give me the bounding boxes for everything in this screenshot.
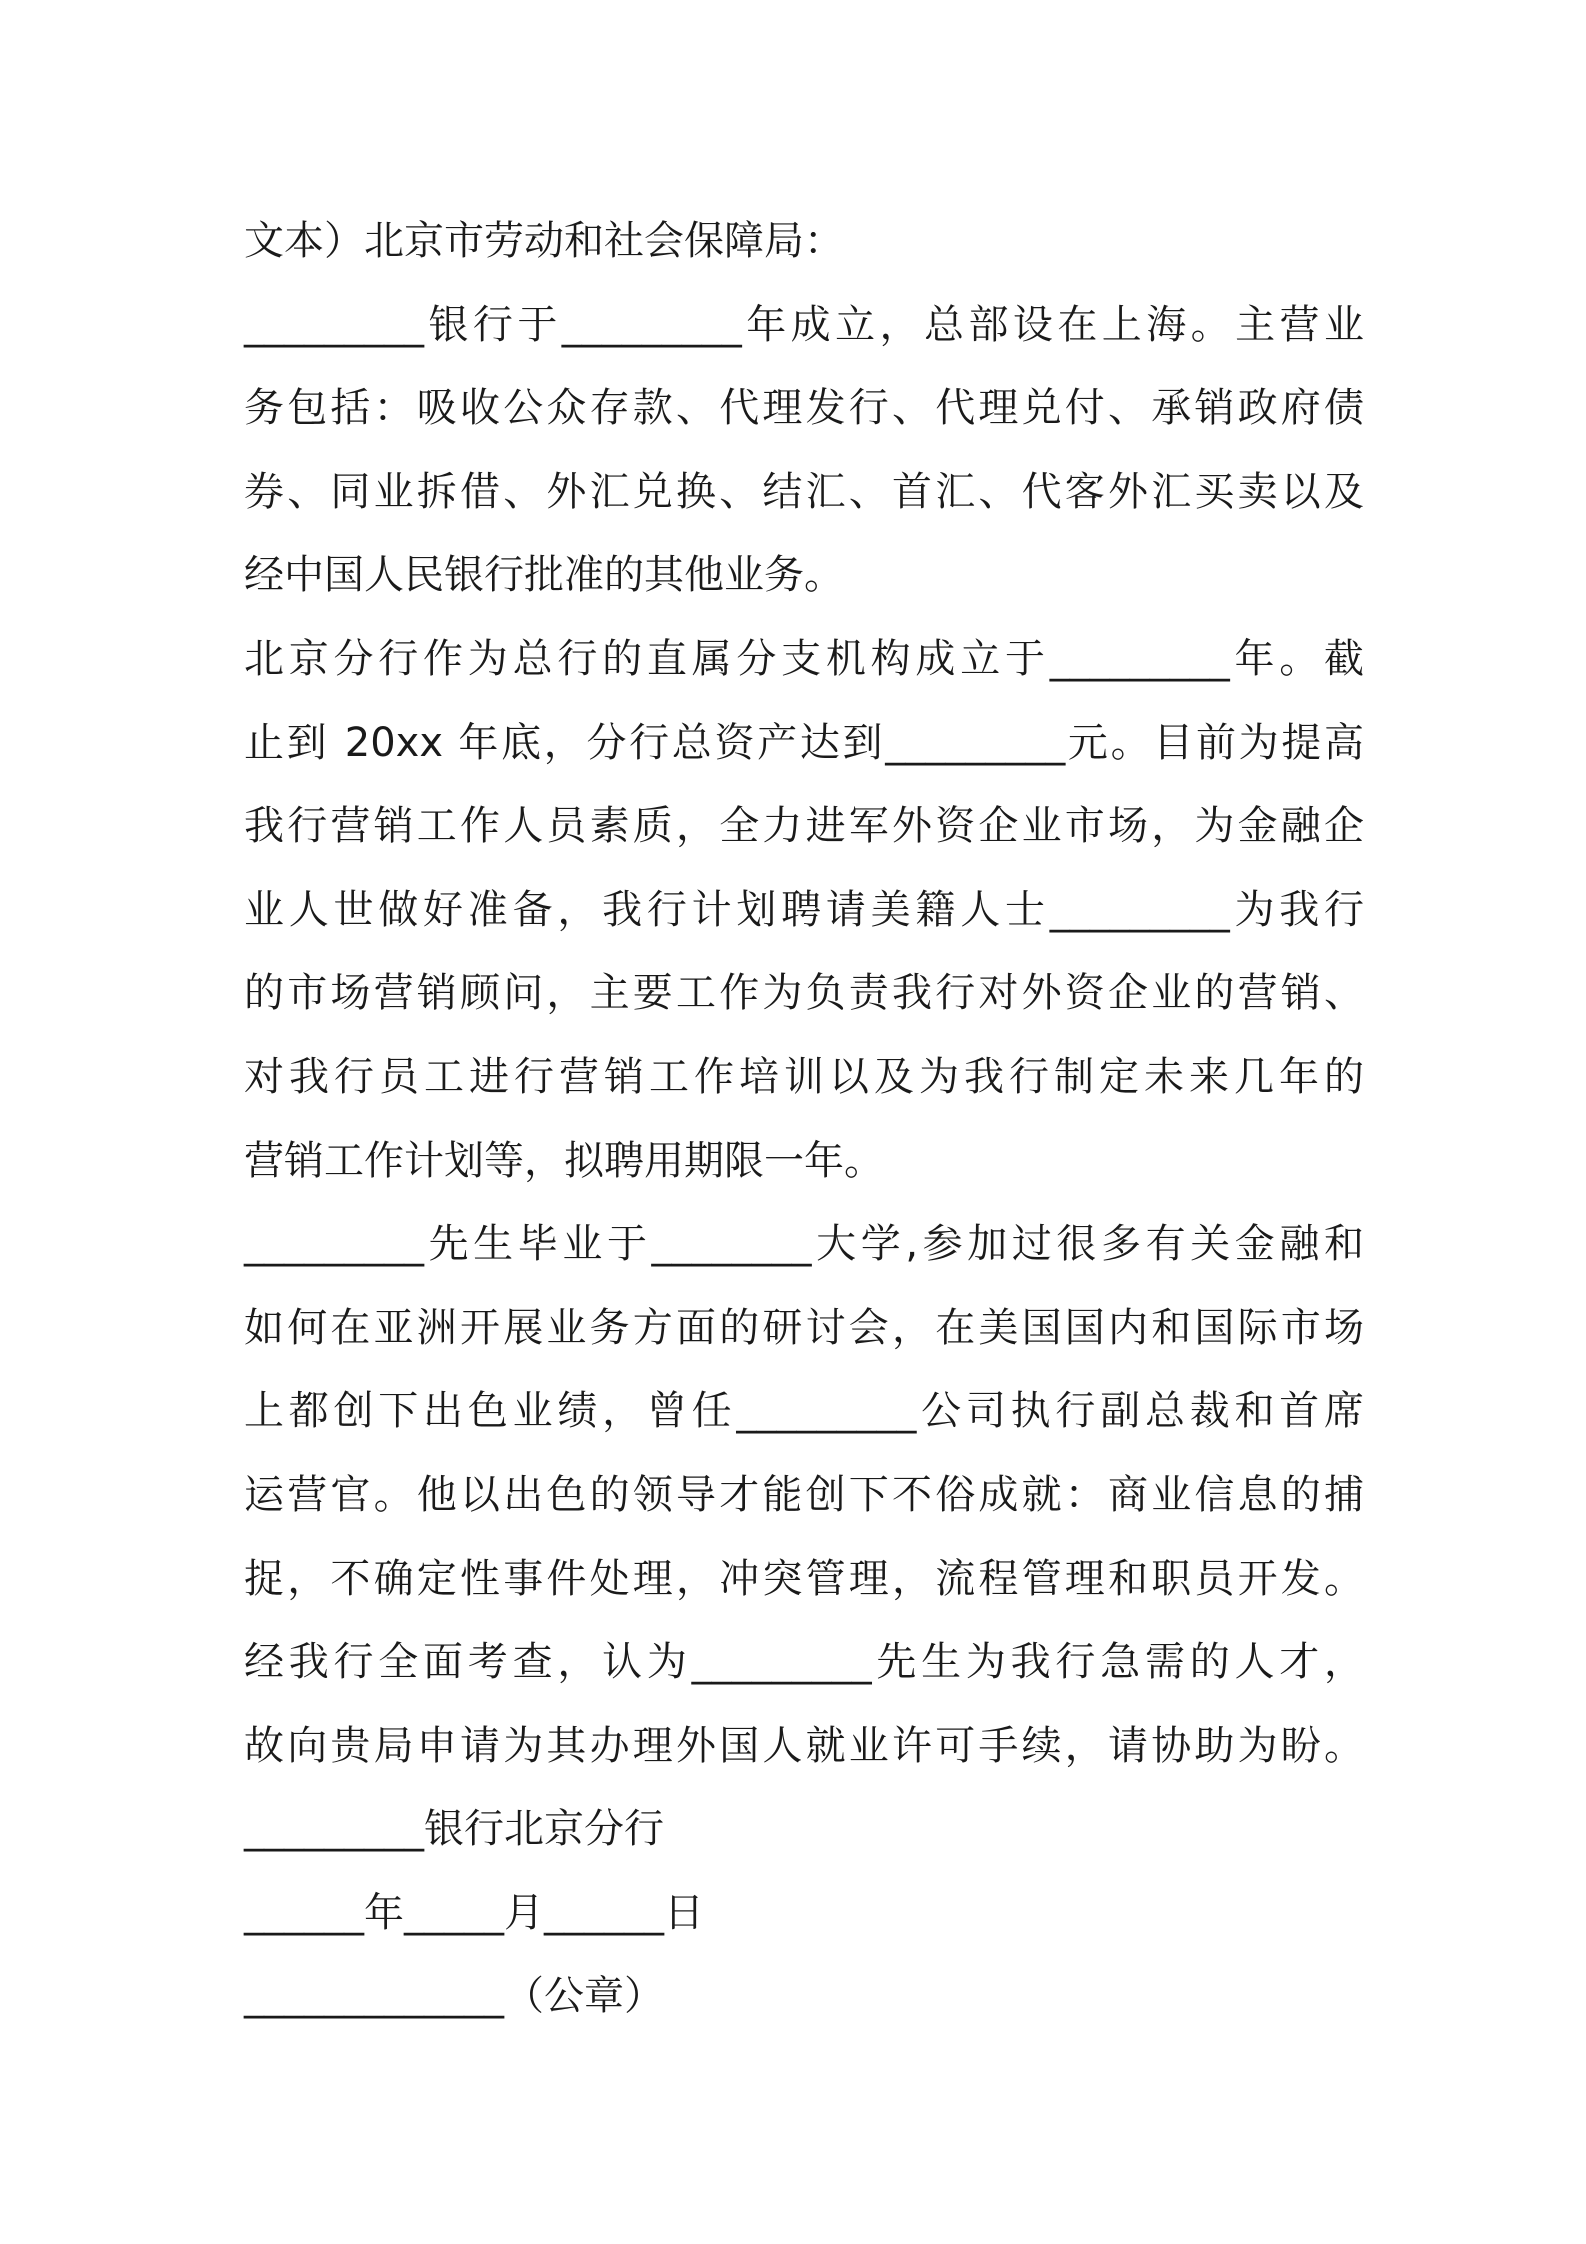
paragraph-line: 上都创下出色业绩，曾任_________公司执行副总裁和首席 xyxy=(244,1388,1364,1435)
signature-seal-line: _____________（公章） xyxy=(244,1973,664,2020)
signature-date-line: ______年_____月______日 xyxy=(244,1889,704,1936)
document-body xyxy=(244,200,1364,2039)
paragraph-line: 业人世做好准备，我行计划聘请美籍人士_________为我行 xyxy=(244,886,1364,933)
paragraph-line: 经我行全面考查，认为_________先生为我行急需的人才， xyxy=(244,1639,1364,1686)
paragraph-line: 故向贵局申请为其办理外国人就业许可手续，请协助为盼。 xyxy=(244,1722,1364,1769)
paragraph-line: 券、同业拆借、外汇兑换、结汇、首汇、代客外汇买卖以及 xyxy=(244,468,1364,515)
paragraph-line: 我行营销工作人员素质，全力进军外资企业市场，为金融企 xyxy=(244,803,1364,850)
paragraph-line: 经中国人民银行批准的其他业务。 xyxy=(244,552,844,599)
paragraph-line: 营销工作计划等，拟聘用期限一年。 xyxy=(244,1137,884,1184)
salutation-line: 文本）北京市劳动和社会保障局： xyxy=(244,218,844,264)
signature-bank-line: _________银行北京分行 xyxy=(244,1806,664,1853)
paragraph-line: 的市场营销顾问，主要工作为负责我行对外资企业的营销、 xyxy=(244,970,1364,1017)
paragraph-line: 止到 20xx 年底，分行总资产达到_________元。目前为提高 xyxy=(244,719,1364,766)
paragraph-line: 运营官。他以出色的领导才能创下不俗成就：商业信息的捕 xyxy=(244,1471,1364,1518)
paragraph-line: _________银行于_________年成立，总部设在上海。主营业 xyxy=(244,301,1364,348)
paragraph-line: 如何在亚洲开展业务方面的研讨会，在美国国内和国际市场 xyxy=(244,1304,1364,1351)
paragraph-line: _________先生毕业于________大学,参加过很多有关金融和 xyxy=(244,1221,1364,1268)
paragraph-line: 务包括：吸收公众存款、代理发行、代理兑付、承销政府债 xyxy=(244,385,1364,432)
paragraph-line: 捉，不确定性事件处理，冲突管理，流程管理和职员开发。 xyxy=(244,1555,1364,1602)
paragraph-line: 对我行员工进行营销工作培训以及为我行制定未来几年的 xyxy=(244,1053,1364,1100)
paragraph-line: 北京分行作为总行的直属分支机构成立于_________年。截 xyxy=(244,635,1364,682)
